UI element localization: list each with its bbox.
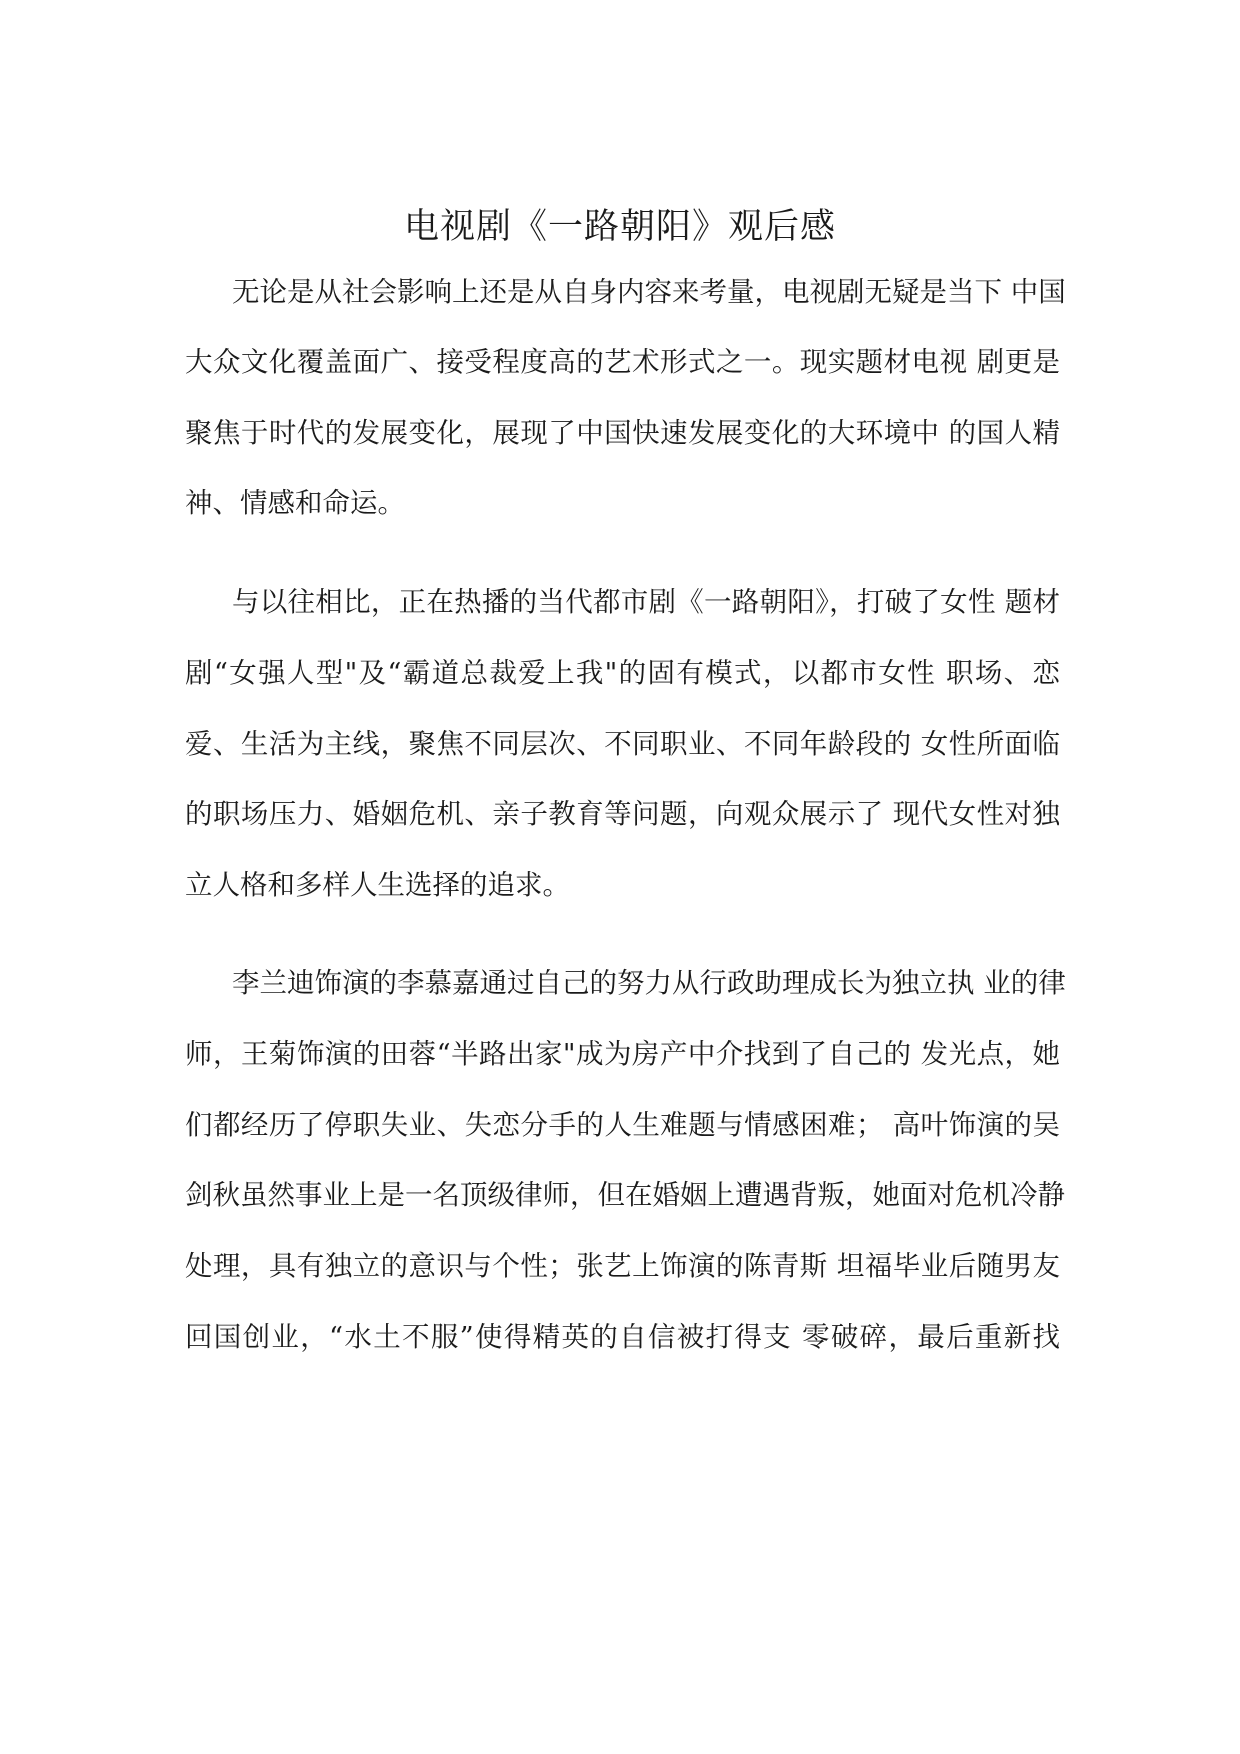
paragraph-3-line-2: 师，王菊饰演的田蓉“半路出家"成为房产中介找到了自己的 发光点，她 (185, 1038, 1060, 1070)
paragraph-3-line-6: 回国创业，“水土不服”使得精英的自信被打得支 零破碎，最后重新找 (185, 1321, 1060, 1353)
paragraph-1-line-1: 无论是从社会影响上还是从自身内容来考量，电视剧无疑是当下 中国 (232, 276, 1066, 308)
paragraph-1-line-4: 神、情感和命运。 (185, 487, 405, 519)
paragraph-1-line-2: 大众文化覆盖面广、接受程度高的艺术形式之一。现实题材电视 剧更是 (185, 346, 1060, 378)
paragraph-3-line-1: 李兰迪饰演的李慕嘉通过自己的努力从行政助理成长为独立执 业的律 (232, 967, 1066, 999)
paragraph-2-line-1: 与以往相比，正在热播的当代都市剧《一路朝阳》，打破了女性 题材 (232, 586, 1060, 618)
document-title: 电视剧《一路朝阳》观后感 (403, 207, 836, 247)
paragraph-3-line-5: 处理，具有独立的意识与个性；张艺上饰演的陈青斯 坦福毕业后随男友 (185, 1250, 1060, 1282)
paragraph-3-line-3: 们都经历了停职失业、失恋分手的人生难题与情感困难； 高叶饰演的吴 (185, 1109, 1060, 1141)
paragraph-1-line-3: 聚焦于时代的发展变化，展现了中国快速发展变化的大环境中 的国人精 (185, 417, 1060, 449)
paragraph-2-line-3: 爱、生活为主线，聚焦不同层次、不同职业、不同年龄段的 女性所面临 (185, 728, 1060, 760)
paragraph-2-line-2: 剧“女强人型"及“霸道总裁爱上我"的固有模式，以都市女性 职场、恋 (185, 657, 1060, 689)
paragraph-3-line-4: 剑秋虽然事业上是一名顶级律师，但在婚姻上遭遇背叛，她面对危机冷静 (185, 1179, 1065, 1211)
paragraph-2-line-5: 立人格和多样人生选择的追求。 (185, 869, 570, 901)
paragraph-2-line-4: 的职场压力、婚姻危机、亲子教育等问题，向观众展示了 现代女性对独 (185, 798, 1060, 830)
